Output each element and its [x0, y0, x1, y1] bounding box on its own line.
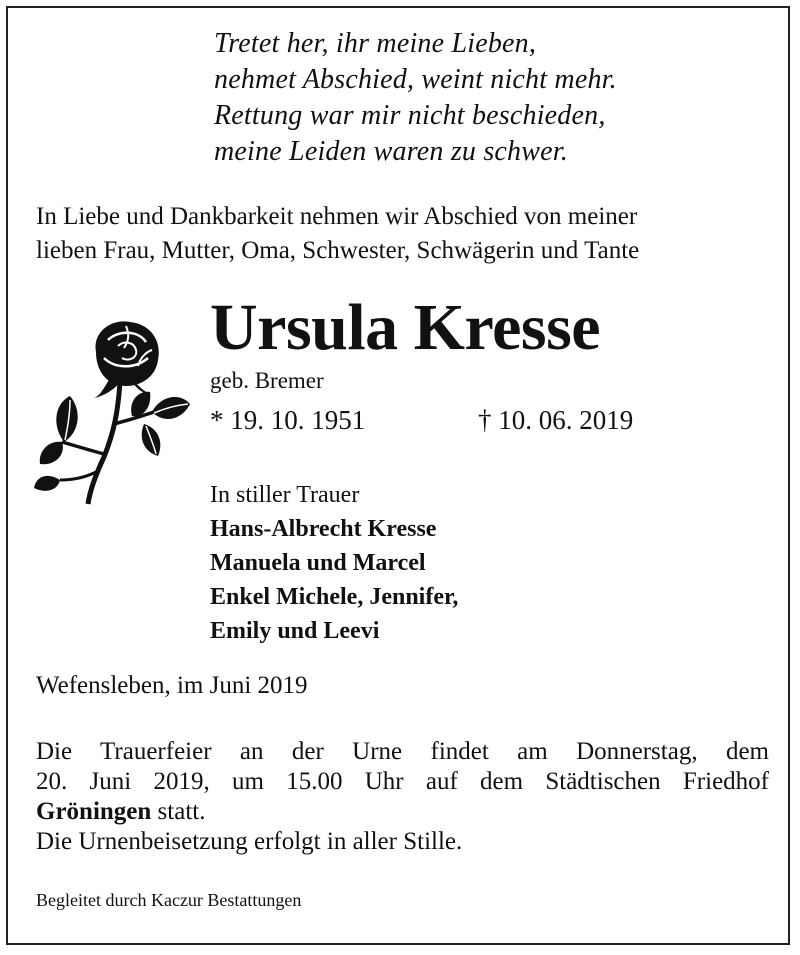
- poem-line: nehmet Abschied, weint nicht mehr.: [214, 64, 617, 95]
- service-line: 20. Juni 2019, um 15.00 Uhr auf dem Städtischen Friedhof: [36, 768, 769, 795]
- maiden-name: geb. Bremer: [210, 368, 324, 393]
- poem-line: meine Leiden waren zu schwer.: [214, 136, 568, 167]
- poem-line: Tretet her, ihr meine Lieben,: [214, 28, 537, 59]
- mourner-name: Enkel Michele, Jennifer,: [210, 584, 459, 610]
- cemetery-location: Gröningen: [36, 798, 152, 825]
- mourner-name: Manuela und Marcel: [210, 550, 426, 576]
- funeral-service-info: [36, 737, 769, 857]
- mourner-name: Emily und Leevi: [210, 618, 380, 644]
- deceased-name: Ursula Kresse: [210, 291, 601, 364]
- mourner-name: Hans-Albrecht Kresse: [210, 516, 437, 542]
- birth-date: * 19. 10. 1951: [210, 405, 366, 435]
- service-line: Die Trauerfeier an der Urne findet am Donnerstag, dem: [36, 738, 769, 765]
- death-date: † 10. 06. 2019: [478, 405, 634, 435]
- intro-line: In Liebe und Dankbarkeit nehmen wir Abschied von meiner: [36, 203, 638, 230]
- poem-line: Rettung war mir nicht beschieden,: [214, 100, 606, 131]
- intro-line: lieben Frau, Mutter, Oma, Schwester, Schwägerin und Tante: [36, 237, 640, 264]
- intro-text: [36, 200, 771, 268]
- service-line: Die Urnenbeisetzung erfolgt in aller Stille.: [36, 828, 463, 855]
- service-location-line: [36, 797, 769, 827]
- mourners-block: [210, 478, 458, 648]
- funeral-home-credit: Begleitet durch Kaczur Bestattungen: [36, 890, 302, 910]
- service-location-suffix: statt.: [151, 798, 206, 825]
- poem: [214, 26, 617, 170]
- place-date: Wefensleben, im Juni 2019: [36, 672, 308, 699]
- rose-icon: [34, 312, 194, 507]
- mourners-heading: In stiller Trauer: [210, 482, 360, 508]
